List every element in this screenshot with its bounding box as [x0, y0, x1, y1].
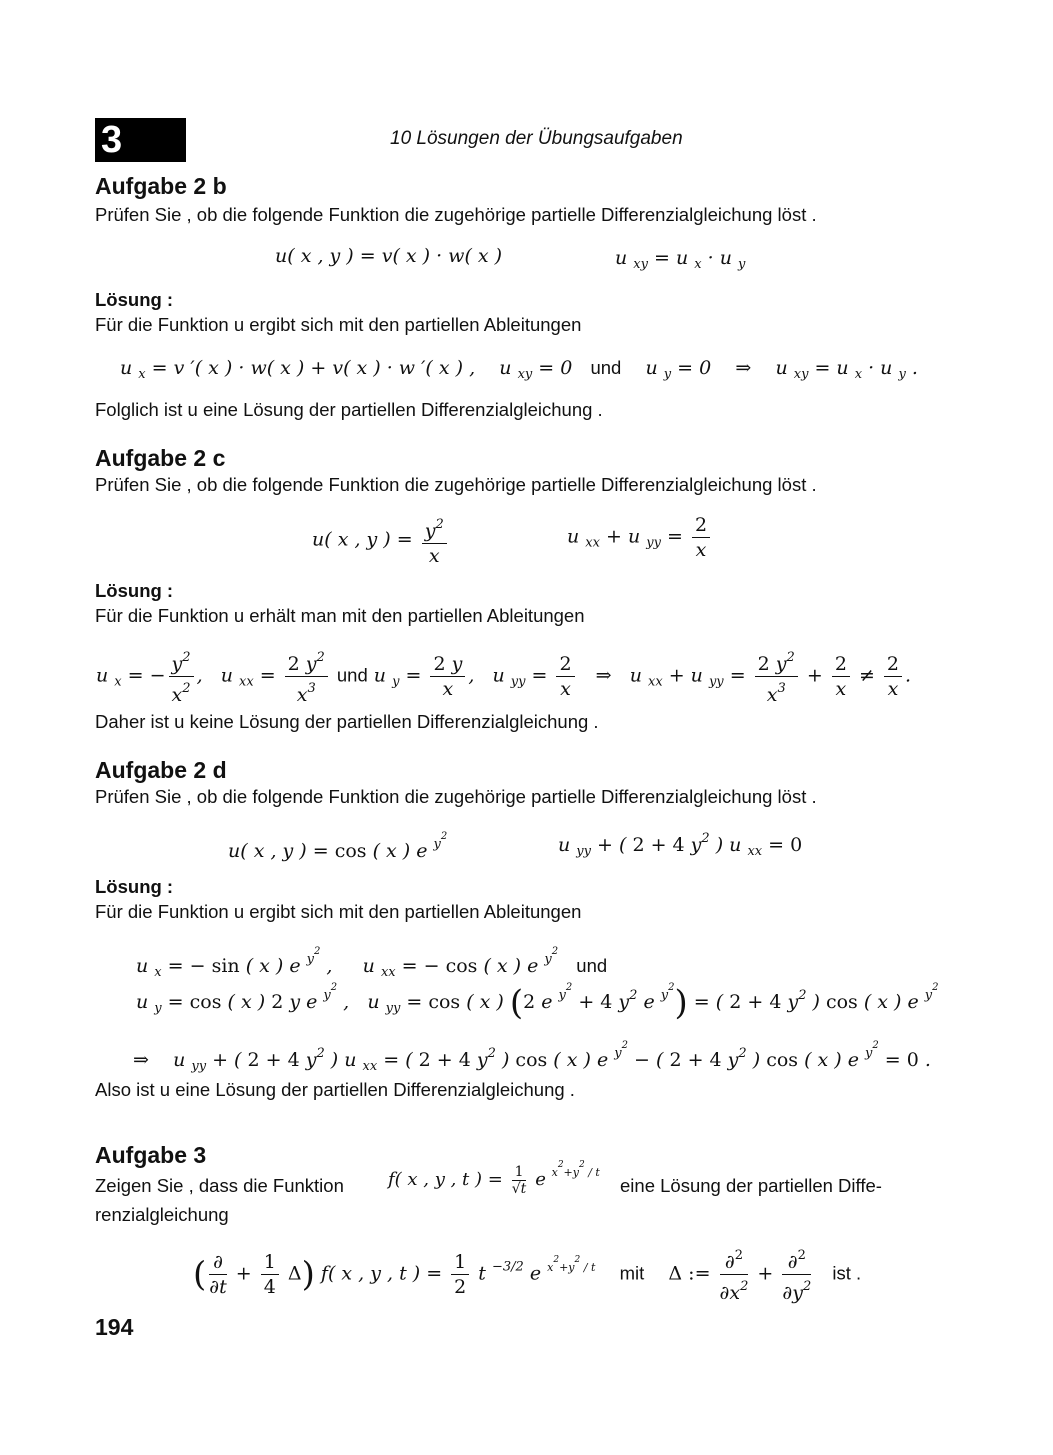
chapter-number: 3	[101, 119, 123, 161]
task-2d-pde: u $_{yy}$ + ( 2 + 4 $y^2$ ) u $_{xx}$ = 0	[558, 831, 803, 859]
task-2d-derivatives-line-1: u $_x$ = − sin ( x ) e $^{y^2}$ , u $_{xx}$ = − cos ( x ) e $^{y^2}$ und	[136, 946, 608, 980]
task-2d-result: ⇒ u $_{yy}$ + ( 2 + 4 $y^2$ ) u $_{xx}$ = ( 2 + 4 $y^2$ ) cos ( x ) e $^{y^2}$ − ( 2 + 4 $y^2$ ) cos ( x ) e $^{y^2}$ = 0 .	[133, 1040, 931, 1074]
task-2b-function: u( x , y ) = v( x ) · w( x )	[275, 245, 503, 267]
task-2d-intro: Für die Funktion u ergibt sich mit den partiellen Ableitungen	[95, 901, 582, 922]
task-2d-conclusion: Also ist u eine Lösung der partiellen Differenzialgleichung .	[95, 1079, 575, 1100]
task-3-function: f( x , y , t ) = $\frac{1}{√t}$ e $^{x^2+y^2 / t}$	[388, 1160, 600, 1197]
task-3-title: Aufgabe 3	[95, 1142, 207, 1168]
task-2b-intro: Für die Funktion u ergibt sich mit den partiellen Ableitungen	[95, 314, 582, 335]
task-3-prompt-end: eine Lösung der partiellen Diffe-	[620, 1175, 882, 1196]
page-number: 194	[95, 1314, 134, 1340]
task-2c-intro: Für die Funktion u erhält man mit den partiellen Ableitungen	[95, 605, 585, 626]
task-2b-title: Aufgabe 2 b	[95, 173, 227, 199]
ist-word: ist .	[832, 1262, 862, 1284]
task-3-prompt-continued: renzialgleichung	[95, 1204, 229, 1225]
task-3-equation: ( $\frac{\partial}{\partial t}$ + $\frac{1}{4}$ Δ) f( x , y , t ) = $\frac{1}{2}$ t $^{-3/2}$ e $^{x^2+y^2 / t}$ mit Δ := $\frac{\partial^2}{\partial x^2}$ + $\frac{\partial^2}{\partial y^2}$ ist .	[193, 1244, 861, 1305]
task-2b-prompt: Prüfen Sie , ob die folgende Funktion die zugehörige partielle Differenzialgleichung löst .	[95, 204, 817, 225]
task-2b-pde: u $_{xy}$ = u $_x$ · u $_y$	[615, 247, 746, 272]
task-2b-conclusion: Folglich ist u eine Lösung der partiellen Differenzialgleichung .	[95, 399, 603, 420]
running-title: 10 Lösungen der Übungsaufgaben	[390, 128, 683, 149]
task-2d-title: Aufgabe 2 d	[95, 757, 227, 783]
task-2c-conclusion: Daher ist u keine Lösung der partiellen Differenzialgleichung .	[95, 711, 599, 732]
task-2d-function: u( x , y ) = cos ( x ) e $^{y^2}$	[228, 831, 448, 862]
task-2c-derivatives: u $_x$ = − $\frac{y^2}{x^2}$ , u $_{xx}$ = $\frac{2 y^2}{x^3}$ und u $_y$ = $\frac{2 y}{x}$ , u $_{yy}$ = $\frac{2}{x}$ ⇒ u $_{xx}$ + u $_{yy}$ = $\frac{2 y^2}{x^3}$ + $\frac{2}{x}$ ≠ $\frac{2}{x}$ .	[96, 646, 911, 707]
mit-word: mit	[619, 1262, 645, 1284]
task-2c-solution-label: Lösung :	[95, 580, 174, 601]
and-word: und	[336, 664, 368, 686]
task-2b-derivatives: u $_x$ = v ′( x ) · w( x ) + v( x ) · w ′( x ) , u $_{xy}$ = 0 und u $_y$ = 0 ⇒ u $_{xy}$ = u $_x$ · u $_y$ .	[120, 357, 918, 382]
task-2c-prompt: Prüfen Sie , ob die folgende Funktion die zugehörige partielle Differenzialgleichung löst .	[95, 474, 817, 495]
task-3-prompt-start: Zeigen Sie , dass die Funktion	[95, 1175, 344, 1196]
task-2d-solution-label: Lösung :	[95, 876, 174, 897]
task-2c-title: Aufgabe 2 c	[95, 445, 226, 471]
task-2c-pde: u $_{xx}$ + u $_{yy}$ = $\frac{2}{x}$	[567, 513, 713, 562]
and-word: und	[576, 955, 608, 976]
task-2c-function: u( x , y ) = $\frac{y^2}{x}$	[312, 513, 450, 568]
task-2d-prompt: Prüfen Sie , ob die folgende Funktion die zugehörige partielle Differenzialgleichung löst .	[95, 786, 817, 807]
chapter-number-box	[95, 118, 186, 162]
task-2d-derivatives-line-2: u $_y$ = cos ( x ) 2 y e $^{y^2}$ , u $_{yy}$ = cos ( x ) (2 e $^{y^2}$ + 4 $y^2$ e $^{y^2}$) = ( 2 + 4 $y^2$ ) cos ( x ) e $^{y^2}$	[136, 982, 939, 1023]
task-2b-solution-label: Lösung :	[95, 289, 174, 310]
